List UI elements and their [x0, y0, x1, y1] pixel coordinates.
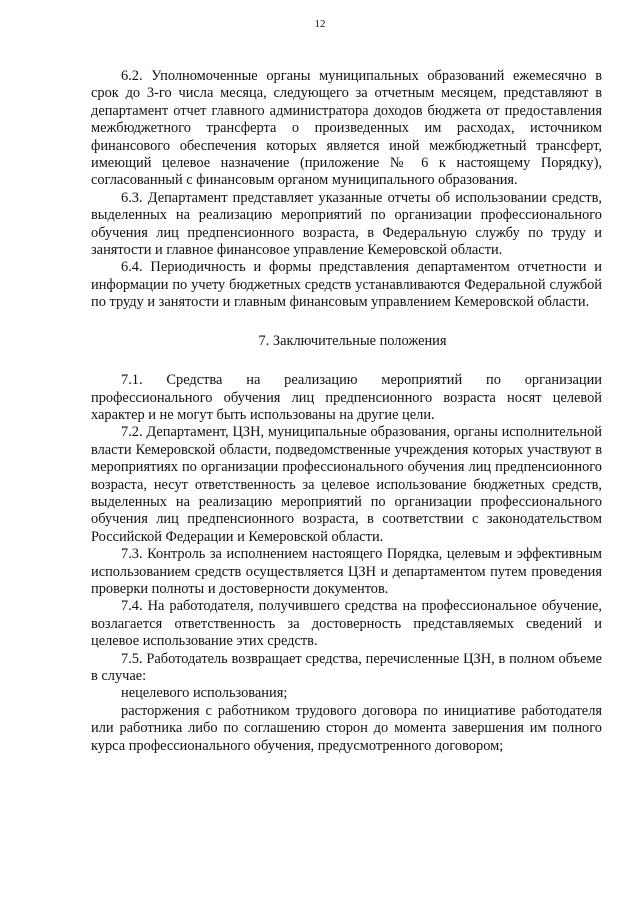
- paragraph-7-5: 7.5. Работодатель возвращает средства, перечисленные ЦЗН, в полном объеме в случае:: [91, 650, 602, 684]
- paragraph-6-2: 6.2. Уполномоченные органы муниципальных образований ежемесячно в срок до 3-го числа месяца, следующего за отчетным месяцем, представляют в департамент отчет главного администратора доходов бюджета от предоставления межбюджетного трансферта о произведенных им расходах, источником финансового обеспечения которых является иной межбюджетный трансферт, имеющий целевое назначение (приложение № 6 к настоящему Порядку), согласованный с финансовым органом муниципального образования.: [91, 68, 602, 189]
- paragraph-7-3: 7.3. Контроль за исполнением настоящего Порядка, целевым и эффективным использованием средств осуществляется ЦЗН и департаментом путем проведения проверки полноты и достоверности документов.: [91, 546, 602, 597]
- list-item-termination: расторжения с работником трудового договора по инициативе работодателя или работника либо по соглашению сторон до момента завершения им полного курса профессионального обучения, предусмотренного договором;: [91, 702, 602, 754]
- section-title: 7. Заключительные положения: [258, 332, 447, 349]
- page-number: 12: [314, 18, 326, 30]
- paragraph-7-4: 7.4. На работодателя, получившего средства на профессиональное обучение, возлагается ответственность за достоверность представляемых сведений и целевое использование этих средств.: [91, 598, 602, 650]
- paragraph-7-2: 7.2. Департамент, ЦЗН, муниципальные образования, органы исполнительной власти Кемеровской области, подведомственные учреждения которых участвуют в мероприятиях по организации профессионального обучения лиц предпенсионного возраста, несут ответственность за целевое использование бюджетных средств, выделенных на реализацию мероприятий по организации профессионального обучения лиц предпенсионного возраста, в соответствии с законодательством Российской Федерации и Кемеровской области.: [91, 424, 602, 545]
- paragraph-6-4: 6.4. Периодичность и формы представления департаментом отчетности и информации по учету бюджетных средств устанавливаются Федеральной службой по труду и занятости и главным финансовым управлением Кемеровской области.: [91, 259, 602, 311]
- list-item-misuse: нецелевого использования;: [121, 685, 288, 702]
- paragraph-6-3: 6.3. Департамент представляет указанные отчеты об использовании средств, выделенных на реализацию мероприятий по организации профессионального обучения лиц предпенсионного возраста, в Федеральную службу по труду и занятости и главное финансовое управление Кемеровской области.: [91, 189, 602, 259]
- paragraph-7-1: 7.1. Средства на реализацию мероприятий по организации профессионального обучения лиц предпенсионного возраста носят целевой характер и не могут быть использованы на другие цели.: [91, 372, 602, 423]
